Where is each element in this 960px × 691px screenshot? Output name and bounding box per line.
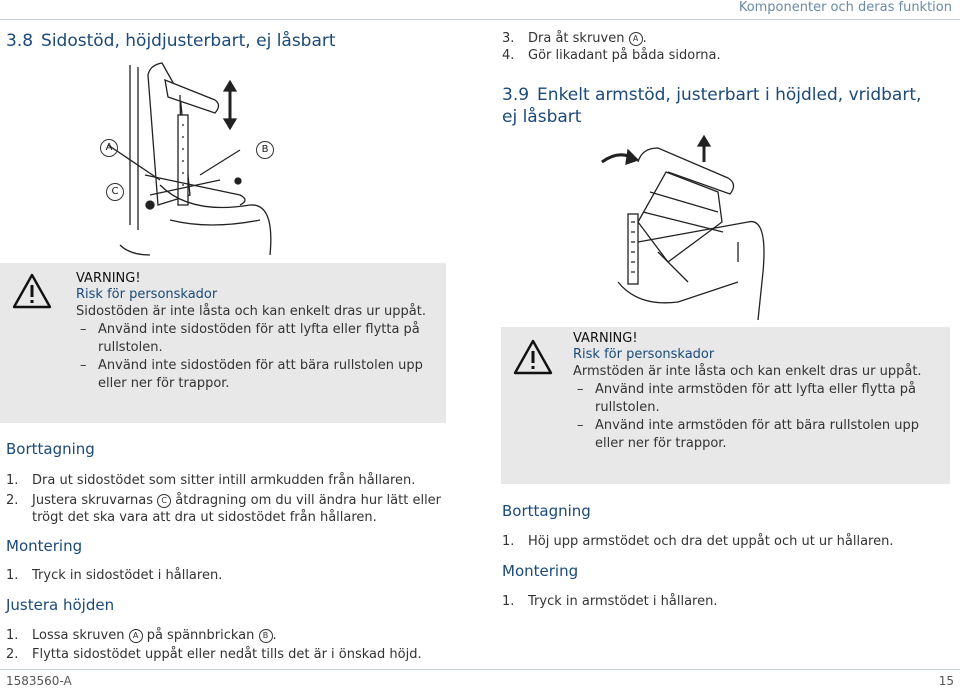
list-item: 2. Flytta sidostödet uppåt eller nedåt tills det är i önskad höjd. xyxy=(6,647,422,662)
screw-a-marker: A xyxy=(129,629,143,643)
warning-subtitle: Risk för personskador xyxy=(573,347,715,362)
section-number: 3.8 xyxy=(6,31,34,51)
list-item: 1. Höj upp armstödet och dra det uppåt och ut ur hållaren. xyxy=(502,534,894,549)
figure-label-a: A xyxy=(100,139,118,157)
footer-divider xyxy=(0,669,960,670)
list-item: 1. Lossa skruven A på spännbrickan B . xyxy=(6,628,277,643)
document-number: 1583560-A xyxy=(6,674,72,688)
continued-steps xyxy=(502,30,942,64)
warning-text: Sidostöden är inte låsta och kan enkelt dras ur uppåt. xyxy=(76,304,426,319)
mounting-heading: Montering xyxy=(502,562,579,580)
list-item: 1. Tryck in armstödet i hållaren. xyxy=(502,594,718,609)
washer-b-marker: B xyxy=(259,629,273,643)
mounting-steps xyxy=(502,593,947,610)
list-item: 3. Dra åt skruven A . xyxy=(502,31,647,46)
sidestod-illustration xyxy=(90,55,330,260)
warning-item: – Använd inte sidostöden för att bära rullstolen upp eller ner för trappor. xyxy=(76,357,436,393)
list-item: 4. Gör likadant på båda sidorna. xyxy=(502,48,721,63)
page-number: 15 xyxy=(938,674,954,688)
list-item: 1. Dra ut sidostödet som sitter intill armkudden från hållaren. xyxy=(6,473,416,488)
warning-box-left xyxy=(0,263,446,423)
warning-title: VARNING! xyxy=(573,331,638,346)
running-header: Komponenter och deras funktion xyxy=(738,0,952,15)
warning-triangle-icon xyxy=(12,273,52,309)
warning-item: – Använd inte armstöden för att bära rullstolen upp eller ner för trappor. xyxy=(573,417,933,453)
warning-item: – Använd inte armstöden för att lyfta eller flytta på rullstolen. xyxy=(573,381,933,417)
section-title: Enkelt armstöd, justerbart i höjdled, vridbart, ej låsbart xyxy=(502,85,922,127)
adjust-height-heading: Justera höjden xyxy=(6,596,115,614)
removal-steps xyxy=(6,472,451,526)
mounting-steps xyxy=(6,567,446,584)
removal-steps xyxy=(502,533,947,550)
section-heading-3-8 xyxy=(6,30,336,52)
warning-subtitle: Risk för personskador xyxy=(76,287,218,302)
list-item: 1. Tryck in sidostödet i hållaren. xyxy=(6,568,223,583)
list-item: 2. Justera skruvarnas C åtdragning om du vill ändra hur lätt eller trögt det ska vara att dra ut sidostödet från hållaren. xyxy=(6,493,442,525)
mounting-heading: Montering xyxy=(6,537,83,555)
section-number: 3.9 xyxy=(502,85,530,105)
armstod-illustration xyxy=(598,132,778,322)
adjust-steps xyxy=(6,627,451,663)
screw-a-marker: A xyxy=(629,32,643,46)
warning-triangle-icon xyxy=(513,339,553,375)
section-title: Sidostöd, höjdjusterbart, ej låsbart xyxy=(41,31,336,51)
warning-title: VARNING! xyxy=(76,271,141,286)
removal-heading: Borttagning xyxy=(6,440,95,458)
warning-item: – Använd inte sidostöden för att lyfta eller flytta på rullstolen. xyxy=(76,321,436,357)
removal-heading: Borttagning xyxy=(502,502,591,520)
screw-c-marker: C xyxy=(157,494,171,508)
section-heading-3-9 xyxy=(502,84,932,128)
header-divider xyxy=(0,19,960,20)
warning-text: Armstöden är inte låsta och kan enkelt dras ur uppåt. xyxy=(573,364,922,379)
figure-label-b: B xyxy=(256,141,274,159)
figure-label-c: C xyxy=(106,183,124,201)
warning-box-right xyxy=(501,327,950,484)
